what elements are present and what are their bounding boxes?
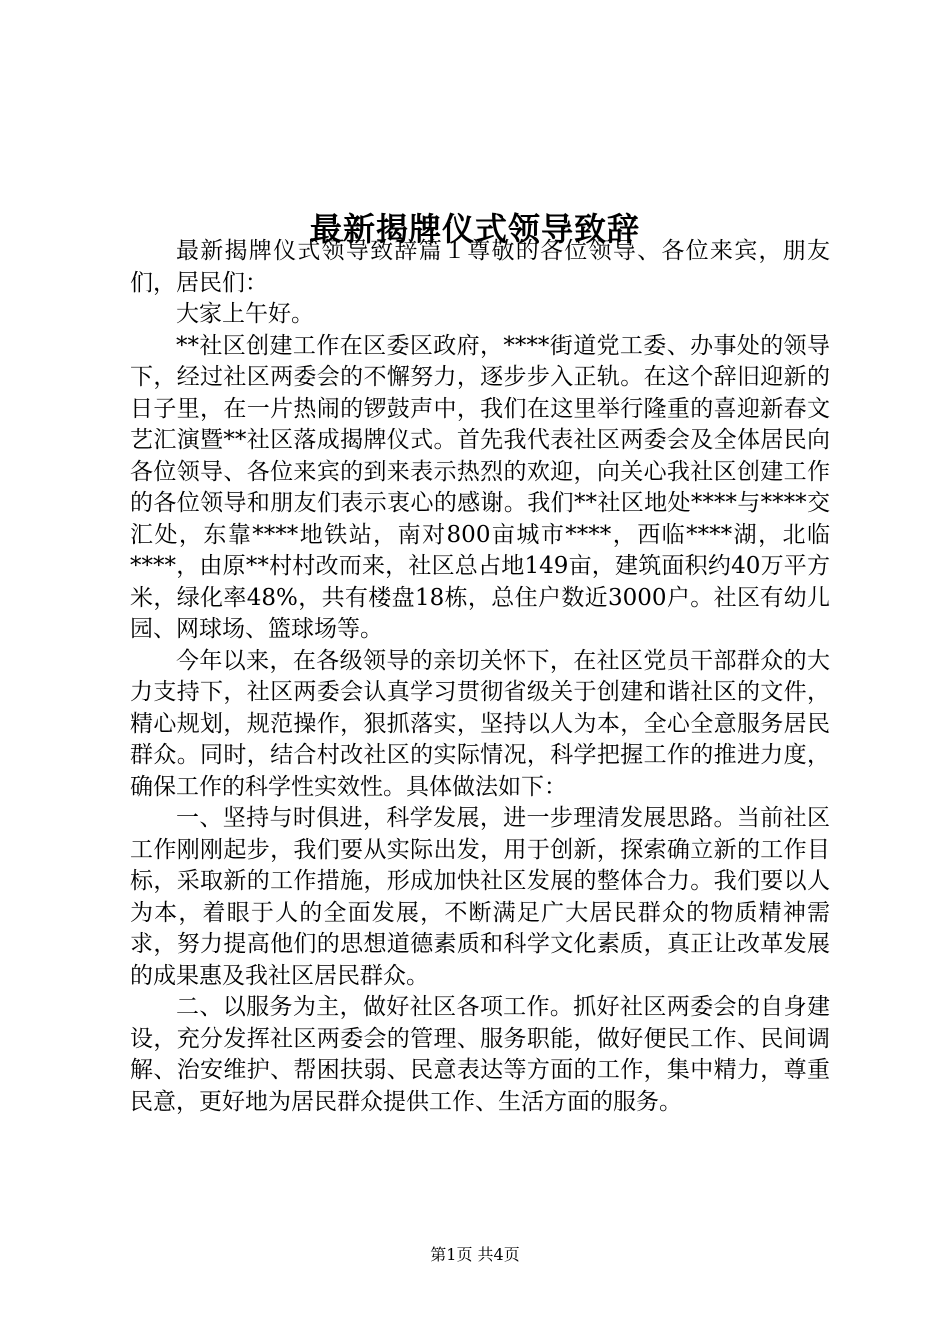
document-title: 最新揭牌仪式领导致辞 xyxy=(309,210,640,249)
document-body xyxy=(130,236,830,1118)
paragraph-point-two: 二、以服务为主，做好社区各项工作。抓好社区两委会的自身建设，充分发挥社区两委会的管理、服务职能，做好便民工作、民间调解、治安维护、帮困扶弱、民意表达等方面的工作，集中精力，尊重民意，更好地为居民群众提供工作、生活方面的服务。 xyxy=(130,994,830,1115)
paragraph-greeting: 最新揭牌仪式领导致辞篇１尊敬的各位领导、各位来宾，朋友们，居民们： xyxy=(130,238,830,296)
paragraph-point-one: 一、坚持与时俱进，科学发展，进一步理清发展思路。当前社区工作刚刚起步，我们要从实际出发，用于创新，探索确立新的工作目标，采取新的工作措施，形成加快社区发展的整体合力。我们要以人为本，着眼于人的全面发展，不断满足广大居民群众的物质精神需求，努力提高他们的思想道德素质和科学文化素质，真正让改革发展的成果惠及我社区居民群众。 xyxy=(130,805,830,989)
page-number-footer: 第1页 共4页 xyxy=(430,1245,520,1264)
paragraph-community-intro: **社区创建工作在区委区政府，****街道党工委、办事处的领导下，经过社区两委会的不懈努力，逐步步入正轨。在这个辞旧迎新的日子里，在一片热闹的锣鼓声中，我们在这里举行隆重的喜迎新春文艺汇演暨**社区落成揭牌仪式。首先我代表社区两委会及全体居民向各位领导、各位来宾的到来表示热烈的欢迎，向关心我社区创建工作的各位领导和朋友们表示衷心的感谢。我们**社区地处****与****交汇处，东靠****地铁站，南对800亩城市****，西临****湖，北临****，由原**村村改而来，社区总占地149亩，建筑面积约40万平方米，绿化率48%，共有楼盘18栋，总住户数近3000户。社区有幼儿园、网球场、篮球场等。 xyxy=(130,332,830,642)
paragraph-good-morning: 大家上午好。 xyxy=(176,301,314,327)
paragraph-this-year: 今年以来，在各级领导的亲切关怀下，在社区党员干部群众的大力支持下，社区两委会认真学习贯彻省级关于创建和谐社区的文件，精心规划，规范操作，狠抓落实，坚持以人为本，全心全意服务居民群众。同时，结合村改社区的实际情况，科学把握工作的推进力度，确保工作的科学性实效性。具体做法如下： xyxy=(130,647,830,800)
